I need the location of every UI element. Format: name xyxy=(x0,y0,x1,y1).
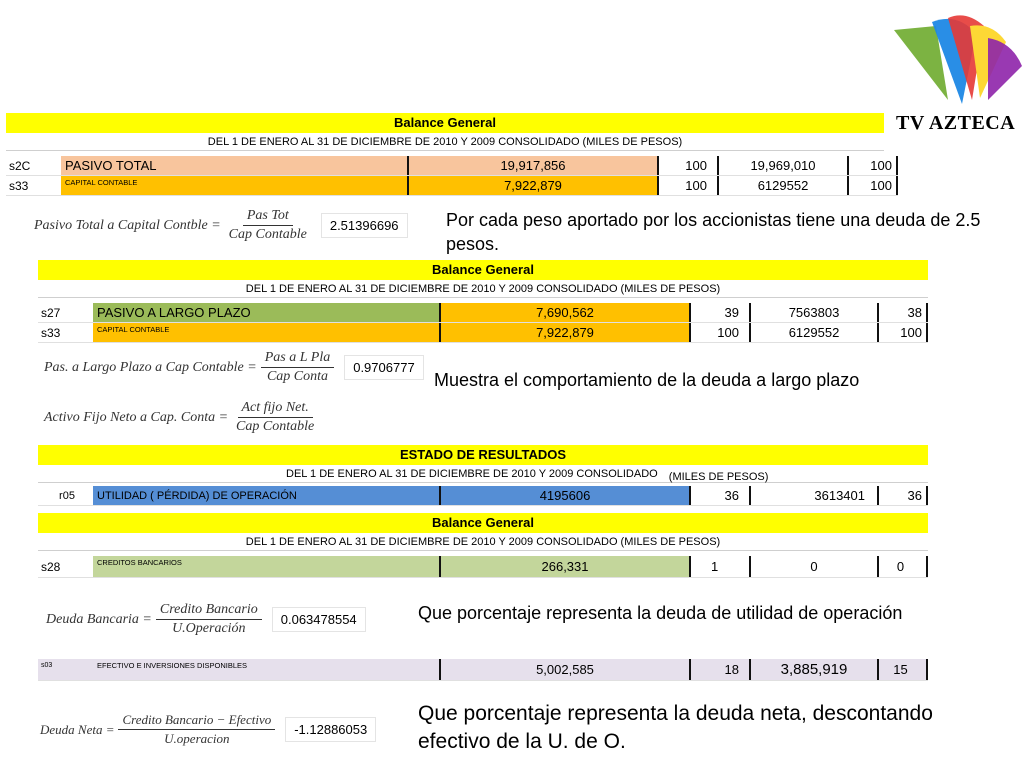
formula-numerator: Pas a L Pla xyxy=(261,350,334,368)
table-row xyxy=(38,323,928,343)
row-code: r05 xyxy=(59,489,75,502)
formula-result: 2.51396696 xyxy=(321,213,408,238)
formula-lhs: Activo Fijo Neto a Cap. Conta = xyxy=(44,409,229,425)
percent-2009: 15 xyxy=(879,659,928,680)
table-subtitle: DEL 1 DE ENERO AL 31 DE DICIEMBRE DE 2010 Y 2009 CONSOLIDADO (MILES DE PESOS) xyxy=(6,133,884,151)
formula-denominator: Cap Contable xyxy=(236,419,315,434)
formula-fraction xyxy=(261,350,334,385)
table-row xyxy=(38,556,928,578)
formula-fraction xyxy=(118,712,275,747)
table-row xyxy=(38,303,928,323)
table-4-rows xyxy=(38,556,928,578)
formula-numerator: Act fijo Net. xyxy=(238,400,313,418)
formula-numerator: Credito Bancario − Efectivo xyxy=(118,712,275,730)
formula-fraction xyxy=(225,208,311,243)
formula-fraction xyxy=(156,602,262,637)
row-code: s2C xyxy=(9,158,31,173)
percent-2009: 100 xyxy=(849,176,898,195)
formula-denominator: Cap Conta xyxy=(266,369,329,384)
value-2010: 7,690,562 xyxy=(441,303,691,322)
percent-2010: 39 xyxy=(691,303,751,322)
table-title: Balance General xyxy=(38,260,928,280)
note-deuda-largo-plazo: Muestra el comportamiento de la deuda a largo plazo xyxy=(434,370,860,390)
formula-lhs: Deuda Neta = xyxy=(40,721,115,737)
value-2010: 4195606 xyxy=(441,486,691,505)
value-2010: 7,922,879 xyxy=(409,176,659,195)
percent-2010: 100 xyxy=(659,156,719,175)
table-row xyxy=(6,156,898,176)
row-label: CAPITAL CONTABLE xyxy=(61,176,409,195)
formula-lhs: Pasivo Total a Capital Contble = xyxy=(34,217,221,233)
table-subtitle-main: DEL 1 DE ENERO AL 31 DE DICIEMBRE DE 2010 Y 2009 CONSOLIDADO xyxy=(286,468,658,480)
value-2009: 6129552 xyxy=(719,176,849,195)
formula-denominator: U.operacion xyxy=(164,731,230,746)
percent-2009: 100 xyxy=(849,156,898,175)
table-balance-general-3 xyxy=(38,513,928,551)
note-deuda-por-peso: Por cada peso aportado por los accionistas tiene una deuda de 2.5 pesos. xyxy=(446,210,981,254)
row-code: s27 xyxy=(41,305,61,320)
value-2009: 3613401 xyxy=(751,486,879,505)
formula-activo-fijo-neto xyxy=(44,400,322,435)
row-code: s03 xyxy=(41,662,53,669)
row-label: PASIVO TOTAL xyxy=(61,156,409,175)
table-title: Balance General xyxy=(6,113,884,133)
table-estado-resultados xyxy=(38,445,928,483)
tv-azteca-logo xyxy=(888,12,1024,137)
row-label: PASIVO A LARGO PLAZO xyxy=(93,303,441,322)
formula-lhs: Pas. a Largo Plazo a Cap Contable = xyxy=(44,359,257,375)
row-label: CAPITAL CONTABLE xyxy=(93,323,441,342)
table-3-rows xyxy=(38,486,928,506)
percent-2010: 18 xyxy=(691,659,751,680)
formula-result: -1.12886053 xyxy=(285,717,376,742)
formula-result: 0.063478554 xyxy=(272,607,366,632)
row-label: UTILIDAD ( PÉRDIDA) DE OPERACIÓN xyxy=(93,486,441,505)
value-2009: 6129552 xyxy=(751,323,879,342)
value-2009: 19,969,010 xyxy=(719,156,849,175)
tv-azteca-logo-icon xyxy=(888,12,1024,107)
percent-2010: 36 xyxy=(691,486,751,505)
value-2009: 7563803 xyxy=(751,303,879,322)
formula-lhs: Deuda Bancaria = xyxy=(46,611,152,627)
formula-deuda-neta xyxy=(40,712,376,747)
note-deuda-neta: Que porcentaje representa la deuda neta, descontando efectivo de la U. de O. xyxy=(418,702,933,753)
percent-2009: 36 xyxy=(879,486,928,505)
formula-denominator: Cap Contable xyxy=(228,227,307,242)
table-2-rows xyxy=(38,303,928,343)
percent-2009: 100 xyxy=(879,323,928,342)
value-2010: 266,331 xyxy=(441,556,691,577)
percent-2009: 0 xyxy=(879,556,928,577)
row-code: s33 xyxy=(41,325,61,340)
row-code: s33 xyxy=(9,178,29,193)
value-2009: 3,885,919 xyxy=(751,659,879,680)
formula-numerator: Credito Bancario xyxy=(156,602,262,620)
formula-numerator: Pas Tot xyxy=(243,208,293,226)
value-2010: 19,917,856 xyxy=(409,156,659,175)
value-2010: 7,922,879 xyxy=(441,323,691,342)
formula-fraction xyxy=(232,400,318,435)
value-2009: 0 xyxy=(751,556,879,577)
table-subtitle xyxy=(38,465,928,483)
percent-2010: 100 xyxy=(691,323,751,342)
table-title: Balance General xyxy=(38,513,928,533)
table-balance-general-1 xyxy=(6,113,884,151)
table-subtitle: DEL 1 DE ENERO AL 31 DE DICIEMBRE DE 2010 Y 2009 CONSOLIDADO (MILES DE PESOS) xyxy=(38,533,928,551)
row-code: s28 xyxy=(41,559,61,574)
table-efectivo xyxy=(38,659,928,681)
row-label: CREDITOS BANCARIOS xyxy=(93,556,441,577)
percent-2009: 38 xyxy=(879,303,928,322)
percent-2010: 100 xyxy=(659,176,719,195)
formula-deuda-bancaria xyxy=(46,602,366,637)
table-subtitle-extra: (MILES DE PESOS) xyxy=(668,471,769,483)
value-2010: 5,002,585 xyxy=(441,659,691,680)
formula-pasivo-total-capital xyxy=(34,208,408,243)
table-row xyxy=(38,659,928,681)
table-title: ESTADO DE RESULTADOS xyxy=(38,445,928,465)
percent-2010: 1 xyxy=(691,556,751,577)
formula-denominator: U.Operación xyxy=(172,621,246,636)
row-label: EFECTIVO E INVERSIONES DISPONIBLES xyxy=(93,659,441,680)
table-row xyxy=(38,486,928,506)
table-balance-general-2 xyxy=(38,260,928,298)
table-subtitle: DEL 1 DE ENERO AL 31 DE DICIEMBRE DE 2010 Y 2009 CONSOLIDADO (MILES DE PESOS) xyxy=(38,280,928,298)
table-row xyxy=(6,176,898,196)
note-deuda-utilidad: Que porcentaje representa la deuda de utilidad de operación xyxy=(418,603,903,623)
formula-result: 0.9706777 xyxy=(344,355,423,380)
logo-text: TV AZTECA xyxy=(896,112,1016,134)
table-1-rows xyxy=(6,156,898,196)
formula-pasivo-largo-plazo xyxy=(44,350,424,385)
